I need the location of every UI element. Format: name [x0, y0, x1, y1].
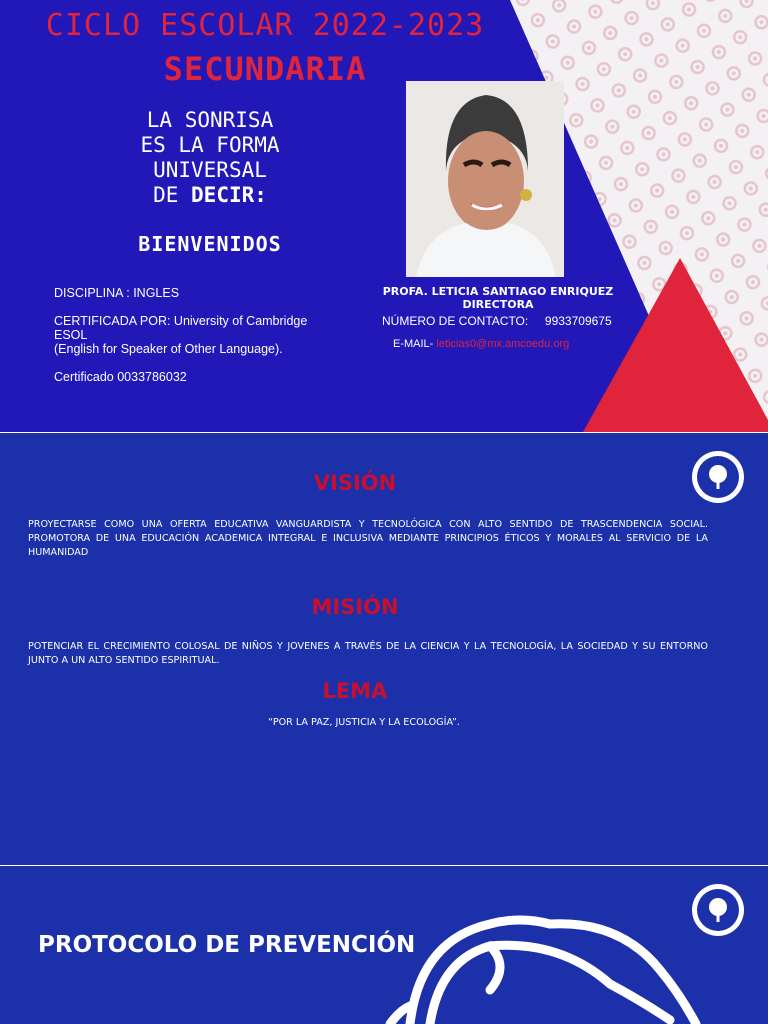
- motto-title: LEMA: [322, 679, 388, 703]
- director-photo: [406, 81, 564, 277]
- welcome-slide: [0, 0, 768, 432]
- contact-number: 9933709675: [544, 314, 612, 328]
- director-name: PROFA. LETICIA SANTIAGO ENRIQUEZ: [382, 285, 614, 298]
- teacher-info: [54, 286, 344, 384]
- face-outline-icon: [380, 910, 740, 1024]
- vision-text: PROYECTARSE COMO UNA OFERTA EDUCATIVA VANGUARDISTA Y TECNOLÓGICA CON ALTO SENTIDO DE TRASCENDENCIA SOCIAL. PROMOTORA DE UNA EDUCACIÓN ACADEMICA INTEGRAL E INCLUSIVA MEDIANTE PRINCIPIOS ÉTICOS Y MORALES AL SERVICIO DE LA HUMANIDAD: [28, 519, 708, 558]
- director-name-block: [370, 285, 626, 311]
- certification-line: CERTIFICADA POR: University of Cambridge: [54, 314, 308, 328]
- email-link[interactable]: leticias0@mx.amcoedu.org: [436, 338, 570, 350]
- motto-text: “POR LA PAZ, JUSTICIA Y LA ECOLOGÍA”.: [268, 717, 460, 728]
- portrait-icon: [406, 81, 564, 277]
- welcome-heading: BIENVENIDOS: [138, 232, 282, 256]
- contact-line: [382, 314, 612, 328]
- vision-title: VISIÓN: [313, 471, 397, 495]
- certificate-number: Certificado 0033786032: [54, 370, 187, 384]
- director-role: DIRECTORA: [462, 298, 534, 311]
- mission-title: MISIÓN: [311, 595, 399, 619]
- quote-line: [80, 183, 340, 208]
- email-line: [393, 338, 569, 350]
- school-year-title: CICLO ESCOLAR 2022-2023: [45, 8, 485, 43]
- quote-word: DE: [153, 183, 192, 207]
- welcome-quote: [80, 108, 340, 208]
- prevention-protocol-slide: [0, 866, 768, 1024]
- protocol-title: PROTOCOLO DE PREVENCIÓN: [38, 932, 416, 958]
- email-label: E-MAIL-: [393, 338, 437, 350]
- certification-line: ESOL: [54, 328, 88, 342]
- school-level-title: SECUNDARIA: [163, 50, 367, 88]
- vision-mission-slide: [0, 433, 768, 865]
- certification-line: (English for Speaker of Other Language).: [54, 342, 283, 356]
- quote-line: UNIVERSAL: [153, 158, 267, 182]
- mission-text: POTENCIAR EL CRECIMIENTO COLOSAL DE NIÑOS Y JOVENES A TRAVÉS DE LA CIENCIA Y LA TECNOLOGÍA, LA SOCIEDAD Y SU ENTORNO JUNTO A UN ALTO SENTIDO ESPIRITUAL.: [28, 641, 708, 666]
- discipline-text: DISCIPLINA : INGLES: [54, 286, 180, 300]
- quote-line: LA SONRISA: [146, 108, 274, 132]
- quote-emphasis: DECIR:: [191, 183, 267, 207]
- contact-label: NÚMERO DE CONTACTO:: [382, 314, 529, 328]
- quote-line: ES LA FORMA: [140, 133, 280, 157]
